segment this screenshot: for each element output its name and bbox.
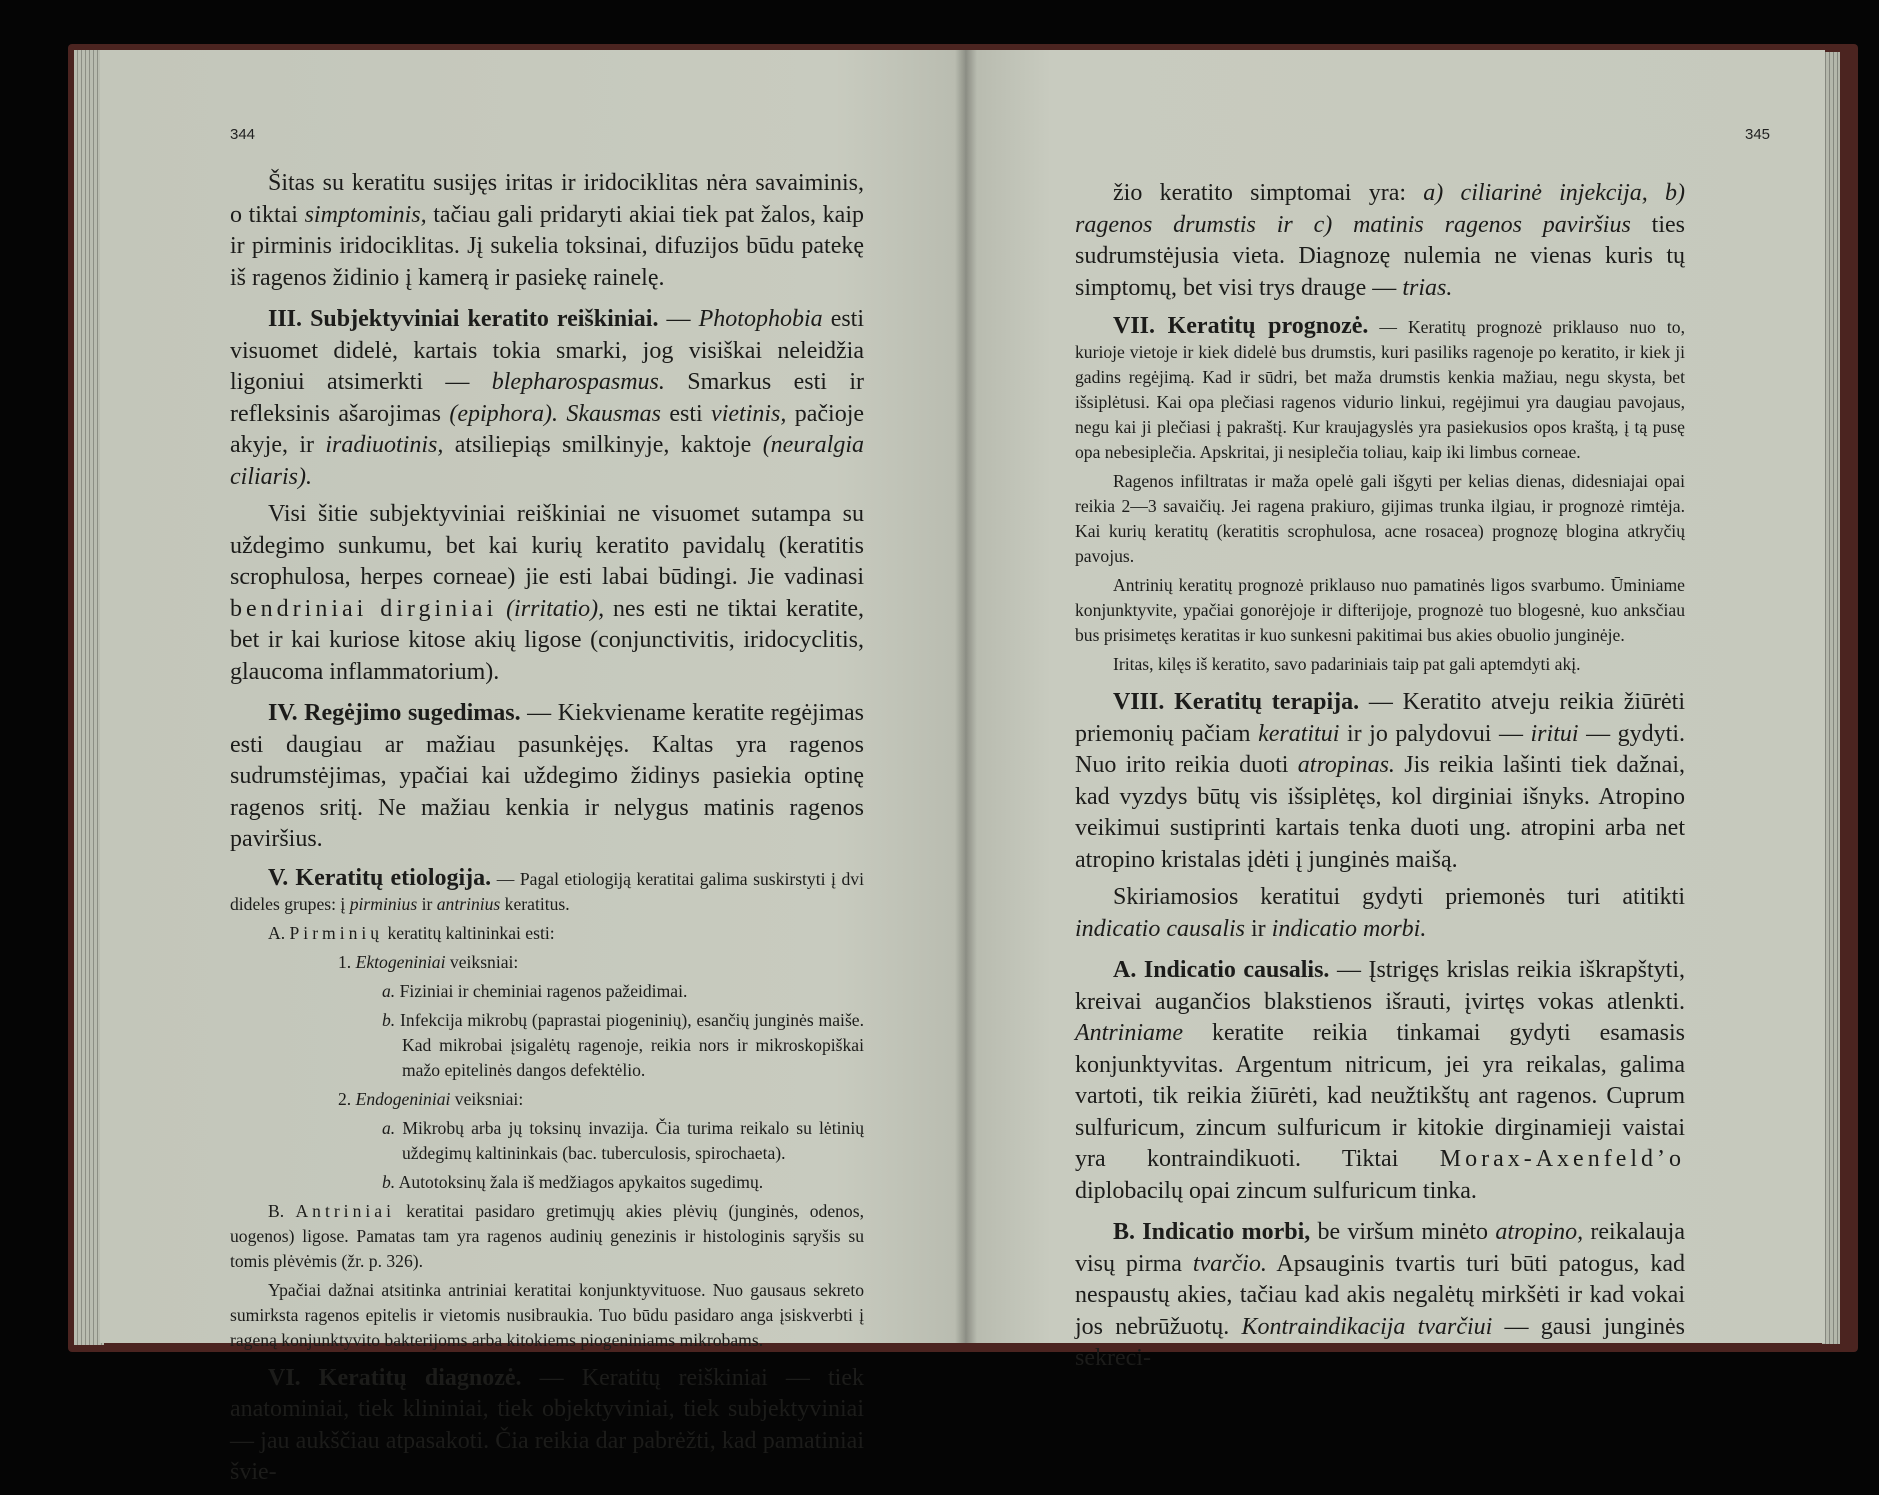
section-heading: B. Indicatio morbi,	[1113, 1219, 1311, 1245]
paragraph	[230, 304, 864, 493]
text-run: Šitas su keratitu susijęs iritas ir iridociklitas nėra savaiminis, o tiktai	[230, 170, 864, 228]
text-run: a) ciliarinė injekcija, b) ragenos drumstis ir c) matinis ragenos paviršius	[1075, 180, 1685, 238]
text-run: Kontraindikacija tvarčiui	[1241, 1313, 1493, 1340]
text-run: keratitai pasidaro gretimųjų akies plėvių (junginės, odenos, uogenos) ligose. Pamatas tam yra ragenos audinių genezinis ir histologinis sąryšis su tomis plėvėmis (žr. p. 326).	[230, 1200, 864, 1271]
paragraph	[1075, 687, 1685, 876]
text-run: Autotoksinų žala iš medžiagos apykaitos sugedimų.	[395, 1171, 764, 1192]
text-run: —	[658, 306, 699, 332]
text-run: — gydyti. Nuo irito reikia duoti	[1075, 720, 1685, 778]
paragraph	[1075, 178, 1685, 304]
text-run: iritui	[1530, 720, 1579, 747]
text-run: keratitų kaltininkai esti:	[383, 922, 555, 943]
paragraph	[230, 698, 864, 856]
text-run: Apsauginis tvartis turi būti patogus, kad nespaustų akies, tačiau kad akis negalėtų mirkšėti ir kad vokai jos nebrūžuotų.	[1075, 1250, 1685, 1340]
text-run: reikalauja visų pirma	[1075, 1219, 1685, 1277]
paragraph	[1075, 882, 1685, 945]
text-run: nes esti ne tiktai keratite, bet ir kai kuriose kitose akių ligose (conjunctivitis, iridocyclitis, glaucoma inflammatorium).	[230, 595, 865, 685]
text-run: be viršum minėto	[1310, 1219, 1496, 1245]
right-page-text	[1075, 178, 1685, 1381]
section-heading: VII. Keratitų prognozė.	[1113, 313, 1369, 339]
text-run: keratitus.	[500, 893, 570, 914]
paragraph	[1075, 314, 1685, 465]
text-run: Visi šitie subjektyviniai reiškiniai ne visuomet sutampa su uždegimo sunkumu, bet kai kurių keratito pavidalų (keratitis scrophulosa, herpes corneae) jie esti labai būdingi. Jie vadinasi	[230, 501, 864, 590]
text-run: pirminius	[349, 893, 418, 914]
text-run: ir	[417, 893, 437, 914]
text-run: atropinas.	[1297, 752, 1395, 778]
text-run: Skiriamosios keratitui gydyti priemonės turi atitikti	[1113, 884, 1685, 910]
paragraph	[1075, 573, 1685, 648]
paragraph	[230, 1278, 864, 1353]
text-run: bendriniai dirginiai	[230, 595, 498, 622]
text-run: — Keratitų prognozė priklauso nuo to, kurioje vietoje ir kiek didelė bus drumstis, kuri pasiliks ragenoje po keratito, ir kiek ji gadins regėjimą. Kad ir sūdri, bet maža drumstis kenkia mažiau, negu skysta, bet išsiplėtusi. Kai opa plečiasi ragenos vidurio linkui, regėjimui yra daugiau pavojaus, negu kai ji plečiasi į pakraštį. Kur kraujagyslės yra pasiekusios opos kraštą, į tą pusę opa nebesiplečia. Apskritai, ji nesiplečia toliau, kaip iki limbus corneae.	[1075, 317, 1685, 462]
text-run: diplobacilų opai zincum sulfuricum tinka.	[1075, 1177, 1477, 1204]
section-heading: V. Keratitų etiologija.	[268, 864, 492, 891]
text-run: a.	[382, 1117, 396, 1138]
text-run: Photophobia	[698, 306, 823, 332]
text-run: 1.	[338, 951, 356, 972]
text-run: 2.	[338, 1088, 356, 1109]
text-run: — Įstrigęs krislas reikia iškrapštyti, kreivai augančios blakstienos išrauti, įvirtęs vokas atlenkti.	[1075, 957, 1685, 1015]
text-run: (neuralgia ciliaris).	[230, 432, 865, 490]
paragraph	[1075, 955, 1685, 1207]
paragraph	[230, 979, 864, 1004]
text-run: esti visuomet didelė, kartais tokia smarki, jog visiškai neleidžia ligoniui atsimerkti —	[230, 306, 865, 395]
text-run: Fiziniai ir cheminiai ragenos pažeidimai.	[395, 980, 688, 1001]
text-run: blepharospasmus.	[491, 369, 665, 395]
book-gutter	[955, 50, 977, 1343]
text-run: b.	[382, 1171, 396, 1192]
text-run: indicatio causalis	[1075, 915, 1245, 942]
text-run: Antriniame	[1075, 1020, 1183, 1046]
text-run: — Kiekviename keratite regėjimas esti daugiau ar mažiau pasunkėjęs. Kaltas yra ragenos sudrumstėjimas, ypačiai kai uždegimo židinys pasiekia optinę ragenos sritį. Ne mažiau kenkia ir nelygus matinis ragenos paviršius.	[230, 700, 864, 852]
text-run: Antriniai	[295, 1200, 395, 1221]
text-run: Iritas, kilęs iš keratito, savo padariniais taip pat gali aptemdyti akį.	[1113, 654, 1581, 674]
text-run: b.	[382, 1009, 396, 1030]
paragraph	[230, 168, 864, 294]
text-run: simptominis,	[304, 201, 427, 228]
page-number: 344	[230, 126, 256, 143]
paragraph	[230, 921, 864, 946]
text-run: Ragenos infiltratas ir maža opelė gali išgyti per kelias dienas, didesniajai opai reikia 2—3 savaičių. Jei ragena prakiuro, gijimas trunka ilgiau, ir prognozė rimtėja. Kai kurių keratitų (keratitis scrophulosa, acne rosacea) prognozę blogina atkryčių pavojus.	[1075, 471, 1685, 566]
section-heading: IV. Regėjimo sugedimas.	[268, 700, 521, 726]
text-run: tačiau gali pridaryti akiai tiek pat žalos, kaip ir pirminis iridociklitas. Jį sukelia toksinai, difuzijos būdu patekę iš ragenos židinio į kamerą ir pasiekę rainelę.	[230, 201, 864, 291]
section-heading: VI. Keratitų diagnozė.	[268, 1364, 522, 1391]
text-run: atsiliepiąs smilkinyje, kaktoje	[443, 432, 763, 458]
text-run: — Keratito atveju reikia žiūrėti priemonių pačiam	[1075, 689, 1685, 747]
left-page-text	[230, 168, 864, 1495]
paragraph	[230, 1116, 864, 1166]
text-run: Ektogeniniai	[355, 951, 446, 972]
paragraph	[1075, 1217, 1685, 1375]
text-run: keratite reikia tinkamai gydyti esamasis konjunktyvitas. Argentum nitricum, jei yra reikalas, galima vartoti, tik reikia žiūrėti, kad neužtikštų ant ragenos. Cuprum sulfuricum, zincum sulfuricum ir kitokie dirginamieji vaistai yra kontraindikuoti. Tiktai	[1075, 1020, 1685, 1172]
text-run: tvarčio.	[1192, 1250, 1267, 1277]
text-run	[497, 596, 506, 622]
text-run: ties sudrumstėjusia vieta. Diagnozę nulemia ne vienas kuris tų simptomų, bet visi trys drauge —	[1075, 211, 1686, 301]
text-run: Antrinių keratitų prognozė priklauso nuo pamatinės ligos svarbumo. Ūminiame konjunktyvite, ypačiai gonorėjoje ir difterijoje, prognozė tuo blogesnė, kuo anksčiau bus prisimetęs keratitas ir kuo sunkesni pakitimai bus akies obuolio junginėje.	[1075, 575, 1685, 645]
paragraph	[230, 1008, 864, 1083]
text-run: a.	[382, 980, 396, 1001]
text-run: pačioje akyje, ir	[230, 400, 865, 458]
paragraph	[230, 1170, 864, 1195]
text-run: veiksniai:	[450, 1088, 524, 1109]
text-run: keratitui	[1258, 720, 1340, 747]
paragraph	[230, 499, 864, 688]
paragraph	[1075, 469, 1685, 569]
text-run: indicatio morbi.	[1271, 915, 1427, 942]
text-run: iradiuotinis,	[325, 432, 444, 458]
text-run: Infekcija mikrobų (paprastai piogeninių), esančių junginės maiše. Kad mikrobai įsigalėtų ragenoje, reikia nors ir mikroskopiškai mažo epitelinės dangos defektėlio.	[395, 1009, 864, 1080]
text-run: vietinis,	[711, 400, 787, 427]
text-run: — Pagal etiologiją keratitai galima suskirstyti į dvi dideles grupes: į	[230, 868, 864, 914]
right-page	[965, 50, 1825, 1371]
text-run: B.	[268, 1200, 296, 1221]
paragraph	[230, 1363, 864, 1489]
text-run: atropino,	[1495, 1219, 1584, 1245]
left-page	[100, 50, 965, 1485]
text-run: — Keratitų reiškiniai — tiek anatominiai, tiek klininiai, tiek objektyviniai, tiek subjektyviniai — jau aukščiau atpasakoti. Čia reikia dar pabrėžti, kad pamatiniai švie-	[230, 1364, 864, 1485]
section-heading: VIII. Keratitų terapija.	[1113, 689, 1360, 715]
paragraph	[230, 866, 864, 917]
paragraph	[230, 1087, 864, 1112]
text-run: Ypačiai dažnai atsitinka antriniai keratitai konjunktyvituose. Nuo gausaus sekreto sumirksta ragenos epitelis ir vietomis nusibraukia. Tuo būdu pasidaro anga įsiskverbti į rageną konjunktyvito bakterijoms arba kitokiems piogeniniams mikrobams.	[230, 1279, 864, 1350]
text-run: Pirminių	[289, 922, 384, 943]
page-number: 345	[1745, 126, 1771, 143]
text-run: A.	[268, 922, 290, 943]
text-run: ir jo palydovui —	[1339, 720, 1531, 747]
text-run: trias.	[1402, 274, 1453, 301]
text-run: esti	[661, 400, 712, 427]
text-run: žio keratito simptomai yra:	[1113, 180, 1424, 206]
text-run: — gausi junginės sekreci-	[1075, 1313, 1685, 1371]
text-run: Smarkus esti ir refleksinis ašarojimas	[230, 369, 864, 427]
text-run: (irritatio),	[506, 595, 605, 622]
text-run: Mikrobų arba jų toksinų invazija. Čia turima reikalo su lėtinių uždegimų kaltininkais (bac. tuberculosis, spirochaeta).	[395, 1117, 864, 1163]
text-run: Endogeniniai	[355, 1088, 451, 1109]
paragraph	[230, 1199, 864, 1274]
text-run: Morax-Axenfeld’o	[1439, 1146, 1685, 1172]
text-run: ir	[1245, 915, 1272, 942]
section-heading: III. Subjektyviniai keratito reiškiniai.	[268, 306, 659, 332]
text-run: antrinius	[436, 893, 501, 914]
paragraph	[230, 950, 864, 975]
text-run: (epiphora). Skausmas	[449, 400, 661, 427]
paragraph	[1075, 652, 1685, 677]
text-run: veiksniai:	[445, 951, 519, 972]
section-heading: A. Indicatio causalis.	[1113, 957, 1330, 983]
text-run: Jis reikia lašinti tiek dažnai, kad vyzdys būtų vis išsiplėtęs, kol dirginiai išnyks. Atropino veikimui sustiprinti kartais tenka duoti ung. atropini arba net atropino kristalas įdėti į junginės maišą.	[1075, 752, 1686, 873]
